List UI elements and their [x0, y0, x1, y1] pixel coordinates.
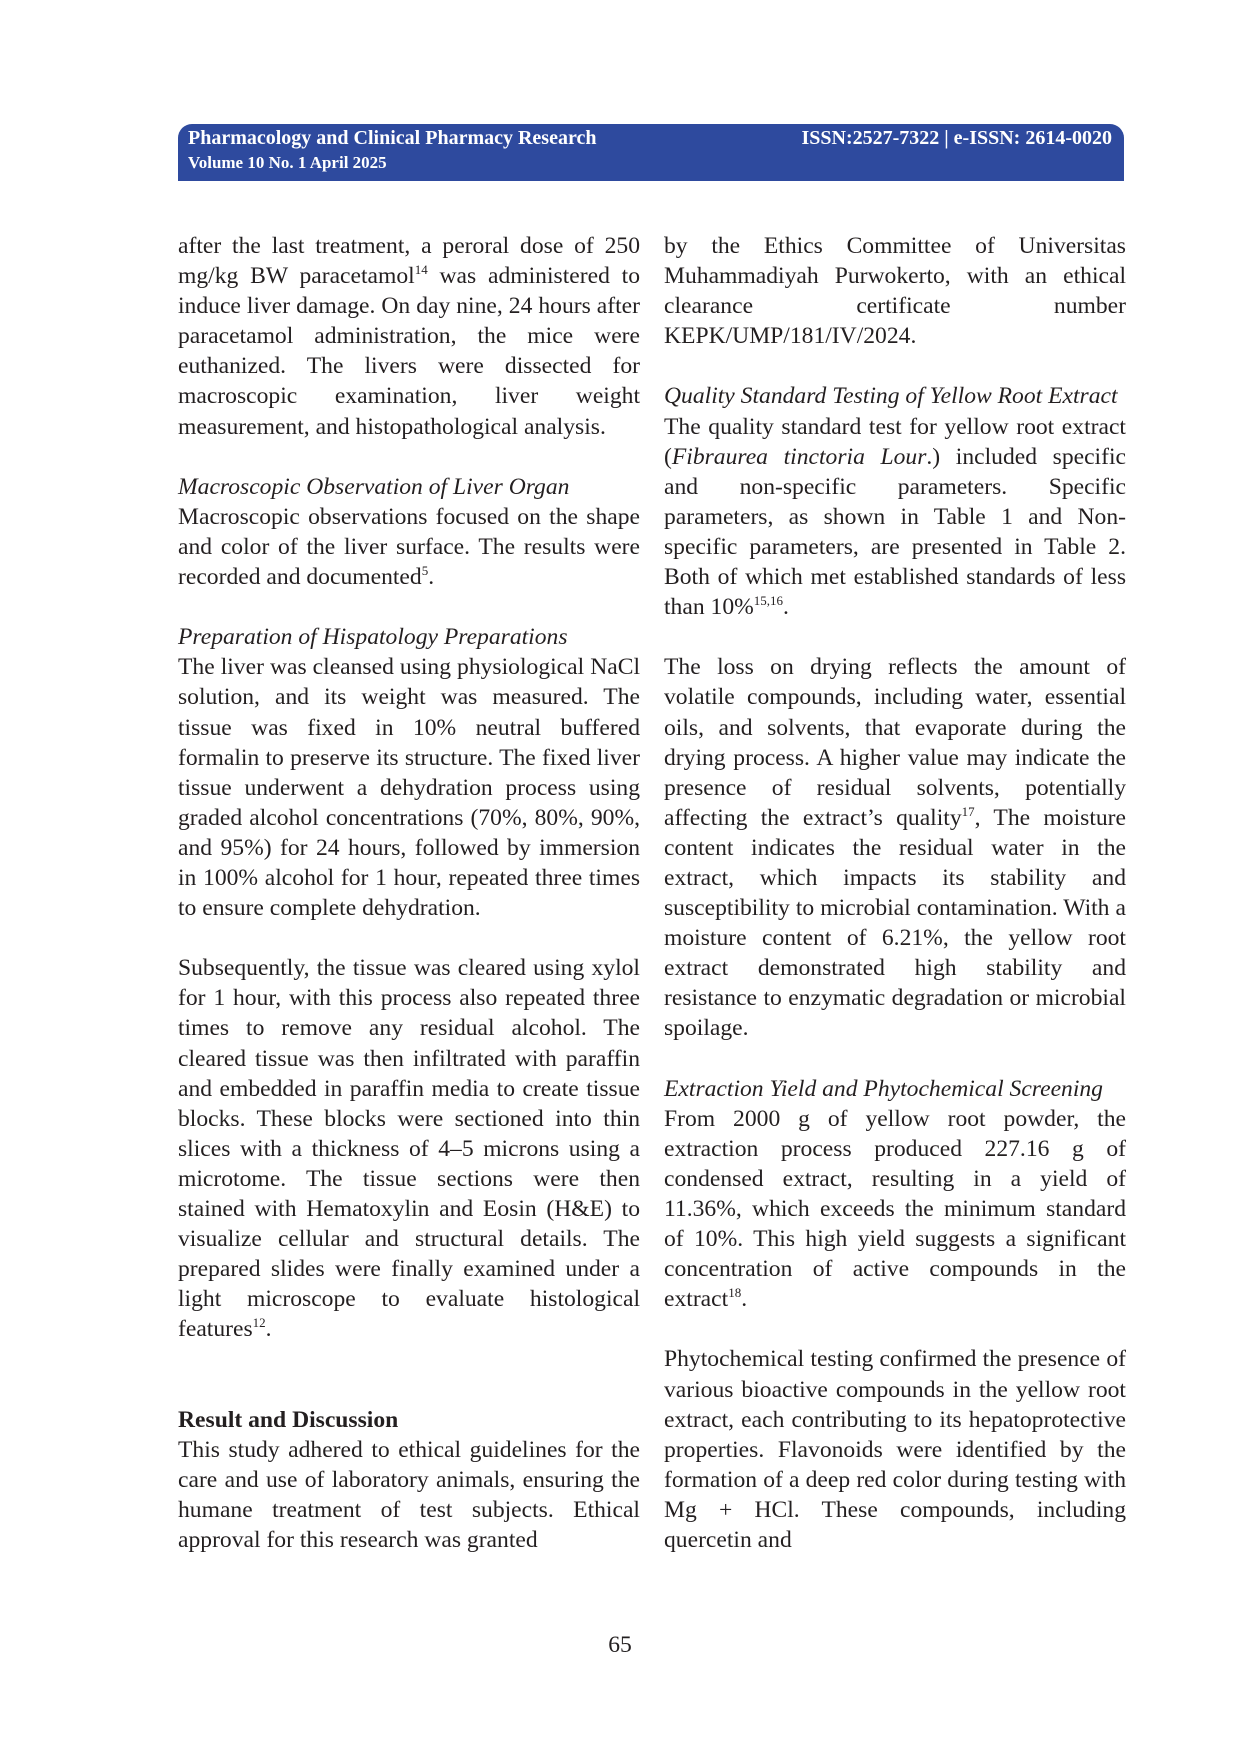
right-column: [664, 231, 1126, 1555]
left-column: [178, 231, 640, 1555]
paragraph-preparation: The liver was cleansed using physiological NaCl solution, and its weight was measured. The tissue was fixed in 10% neutral buffered formalin to preserve its structure. The fixed liver tissue underwent a dehydration process using graded alcohol concentrations (70%, 80%, 90%, and 95%) for 24 hours, followed by immersion in 100% alcohol for 1 hour, repeated three times to ensure complete dehydration.: [178, 654, 640, 922]
journal-header: [178, 124, 1124, 179]
subheading-preparation: Preparation of Hispatology Preparations: [178, 624, 568, 651]
citation: 12: [252, 1315, 266, 1331]
citation: 5: [421, 563, 429, 579]
citation: 15,16: [753, 593, 784, 609]
journal-title: Pharmacology and Clinical Pharmacy Research: [188, 127, 597, 149]
subheading-extraction-yield: Extraction Yield and Phytochemical Screening: [664, 1075, 1103, 1102]
paragraph-clearing: Subsequently, the tissue was cleared using xylol for 1 hour, with this process also repeated three times to remove any residual alcohol. The cleared tissue was then infiltrated with paraffin and embedded in paraffin media to create tissue blocks. These blocks were sectioned into thin slices with a thickness of 4–5 microns using a microtome. The tissue sections were then stained with Hematoxylin and Eosin (H&E) to visualize cellular and structural details. The prepared slides were finally examined under a light microscope to evaluate histological features$^{12}$.: [178, 955, 640, 1343]
journal-volume: Volume 10 No. 1 April 2025: [188, 153, 387, 172]
header-rule: [178, 178, 1124, 181]
paragraph-treatment: after the last treatment, a peroral dose of 250 mg/kg BW paracetamol$^{14}$ was administered to induce liver damage. On day nine, 24 hours after paracetamol administration, the mice were euthanized. The livers were dissected for macroscopic examination, liver weight measurement, and histopathological analysis.: [178, 233, 640, 440]
citation: 14: [414, 262, 428, 278]
paragraph-ethics: This study adhered to ethical guidelines for the care and use of laboratory animals, ensuring the humane treatment of test subjects. Ethical approval for this research was granted: [178, 1436, 640, 1554]
paragraph-phytochemical: Phytochemical testing confirmed the presence of various bioactive compounds in the yellow root extract, each contributing to its hepatoprotective properties. Flavonoids were identified by the formation of a deep red color during testing with Mg + HCl. These compounds, including quercetin and: [664, 1346, 1126, 1554]
paragraph-loss-on-drying: The loss on drying reflects the amount of volatile compounds, including water, essential oils, and solvents, that evaporate during the drying process. A higher value may indicate the presence of residual solvents, potentially affecting the extract’s quality$^{17}$, The moisture content indicates the residual water in the extract, which impacts its stability and susceptibility to microbial contamination. With a moisture content of 6.21%, the yellow root extract demonstrated high stability and resistance to enzymatic degradation or microbial spoilage.: [664, 654, 1126, 1042]
journal-issn: ISSN:2527-7322 | e-ISSN: 2614-0020: [801, 127, 1112, 149]
subheading-quality-standard: Quality Standard Testing of Yellow Root Extract: [664, 383, 1118, 410]
citation: 18: [728, 1285, 742, 1301]
species-name: Fibraurea tinctoria Lour: [671, 443, 927, 470]
paragraph-ethics-continued: by the Ethics Committee of Universitas Muhammadiyah Purwokerto, with an ethical clearance certificate number KEPK/UMP/181/IV/2024.: [664, 233, 1126, 350]
paragraph-quality-standard: The quality standard test for yellow root extract (Fibraurea tinctoria Lour.) included specific and non-specific parameters. Specific parameters, as shown in Table 1 and Non-specific parameters, are presented in Table 2. Both of which met established standards of less than 10%$^{15,16}$.: [664, 413, 1126, 621]
page-number: 65: [608, 1632, 632, 1658]
paragraph-macroscopic: Macroscopic observations focused on the shape and color of the liver surface. The results were recorded and documented$^5$.: [178, 503, 640, 591]
paragraph-extraction-yield: From 2000 g of yellow root powder, the extraction process produced 227.16 g of condensed extract, resulting in a yield of 11.36%, which exceeds the minimum standard of 10%. This high yield suggests a significant concentration of active compounds in the extract$^{18}$.: [664, 1105, 1126, 1313]
citation: 17: [961, 803, 975, 819]
subheading-macroscopic: Macroscopic Observation of Liver Organ: [178, 473, 570, 500]
heading-result-discussion: Result and Discussion: [178, 1406, 399, 1433]
